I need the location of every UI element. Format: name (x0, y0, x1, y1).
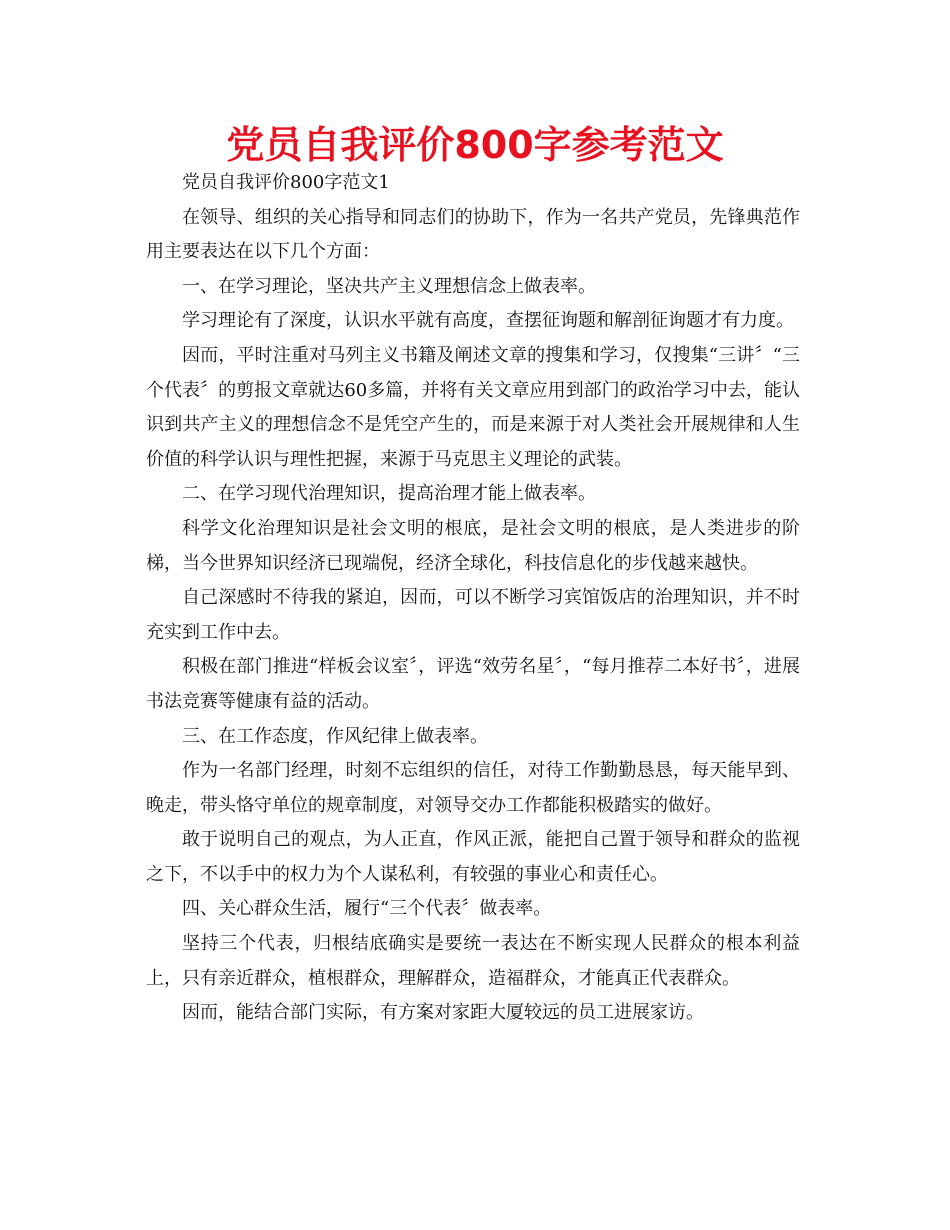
body-paragraph: 作为一名部门经理，时刻不忘组织的信任，对待工作勤勤恳恳，每天能早到、晚走，带头恪守单位的规章制度，对领导交办工作都能积极踏实的做好。 (146, 760, 800, 816)
section-heading-2: 二、在学习现代治理知识，提高治理才能上做表率。 (182, 483, 596, 505)
document-title: 党员自我评价800字参考范文 (226, 123, 724, 167)
section-heading-4: 四、关心群众生活，履行“三个代表〞做表率。 (182, 898, 552, 920)
subtitle-paragraph: 党员自我评价800字范文1 (182, 172, 390, 193)
section-heading-1: 一、在学习理论，坚决共产主义理想信念上做表率。 (182, 275, 596, 297)
body-paragraph: 因而，平时注重对马列主义书籍及阐述文章的搜集和学习，仅搜集“三讲〞“三个代表〞的剪报文章就达60多篇，并将有关文章应用到部门的政治学习中去，能认识到共产主义的理想信念不是凭空产生的，而是来源于对人类社会开展规律和人生价值的科学认识与理性把握，来源于马克思主义理论的武装。 (146, 344, 800, 470)
section-heading-3: 三、在工作态度，作风纪律上做表率。 (182, 725, 488, 747)
body-paragraph: 敢于说明自己的观点，为人正直，作风正派，能把自己置于领导和群众的监视之下，不以手中的权力为个人谋私利，有较强的事业心和责任心。 (146, 829, 800, 885)
body-paragraph: 学习理论有了深度，认识水平就有高度，查摆征询题和解剖征询题才有力度。 (182, 310, 794, 332)
body-paragraph: 积极在部门推进“样板会议室〞，评选“效劳名星〞，“每月推荐二本好书〞，进展书法竞赛等健康有益的活动。 (146, 656, 800, 712)
body-paragraph: 在领导、组织的关心指导和同志们的协助下，作为一名共产党员，先锋典范作用主要表达在以下几个方面： (146, 206, 800, 263)
document-body (146, 166, 800, 1031)
body-paragraph: 科学文化治理知识是社会文明的根底，是社会文明的根底，是人类进步的阶梯，当今世界知识经济已现端倪，经济全球化，科技信息化的步伐越来越快。 (146, 517, 800, 574)
body-paragraph: 自己深感时不待我的紧迫，因而，可以不断学习宾馆饭店的治理知识，并不时充实到工作中去。 (146, 587, 800, 643)
body-paragraph: 坚持三个代表，归根结底确实是要统一表达在不断实现人民群众的根本利益上，只有亲近群众，植根群众，理解群众，造福群众，才能真正代表群众。 (146, 933, 800, 989)
body-paragraph: 因而，能结合部门实际，有方案对家距大厦较远的员工进展家访。 (182, 1002, 704, 1024)
